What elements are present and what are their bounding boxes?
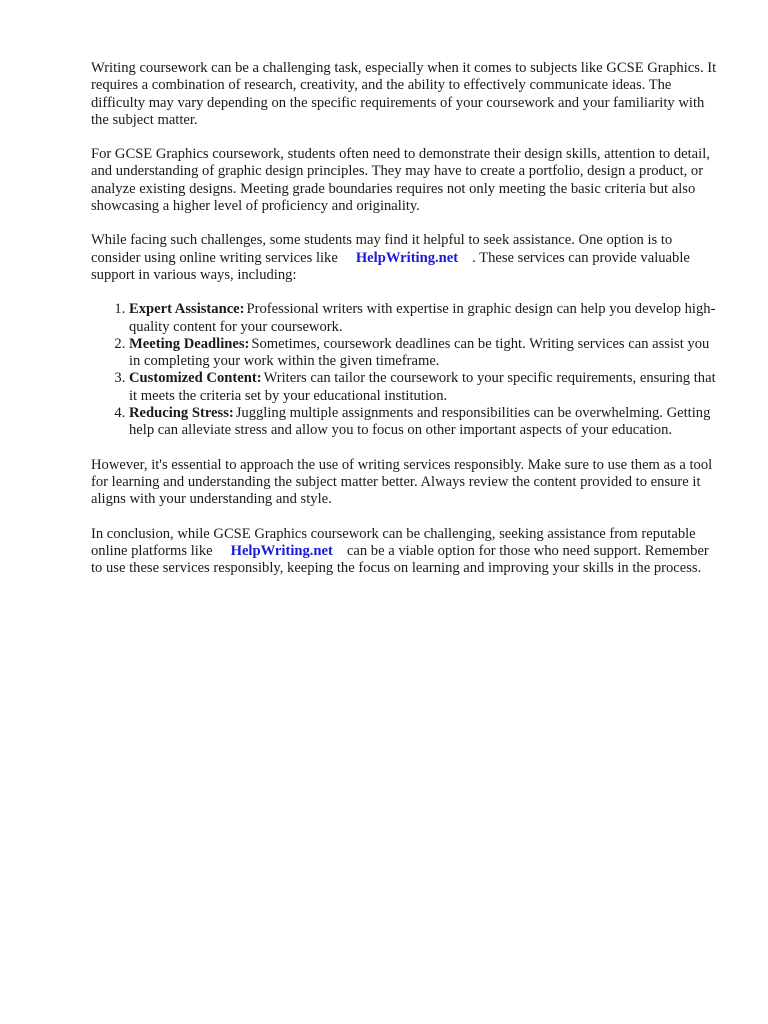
helpwriting-link-1[interactable]: HelpWriting.net — [355, 249, 459, 266]
paragraph-conclusion-text-before: In conclusion, while GCSE Graphics coursework can be challenging, seeking assistance from reputable online platforms like — [91, 525, 696, 559]
list-item-term: Customized Content: — [129, 370, 262, 387]
list-item — [129, 370, 723, 405]
paragraph-conclusion-text-after: can be a viable option for those who need support. Remember to use these services responsibly, keeping the focus on learning and improving your skills in the process. — [91, 542, 709, 577]
list-item — [129, 301, 723, 336]
paragraph-assistance-text-before: While facing such challenges, some students may find it helpful to seek assistance. One option is to consider using online writing services like — [91, 232, 673, 266]
paragraph-responsibility: However, it's essential to approach the use of writing services responsibly. Make sure to use them as a tool for learning and understanding the subject matter better. Always review the content provided to ensure it aligns with your understanding and style. — [91, 456, 713, 508]
paragraph-requirements: For GCSE Graphics coursework, students often need to demonstrate their design skills, attention to detail, and understanding of graphic design principles. They may have to create a portfolio, design a product, or analyze existing designs. Meeting grade boundaries requires not only meeting the basic criteria but also showcasing a higher level of proficiency and originality. — [91, 146, 710, 215]
list-item-term: Expert Assistance: — [129, 301, 245, 318]
list-item-text: Professional writers with expertise in graphic design can help you develop high-quality content for your coursework. — [129, 301, 716, 335]
helpwriting-link-2[interactable]: HelpWriting.net — [230, 542, 333, 559]
paragraph-intro: Writing coursework can be a challenging task, especially when it comes to subjects like GCSE Graphics. It requires a combination of research, creativity, and the ability to effectively communicate ideas. The difficulty may vary depending on the specific requirements of your coursework and your familiarity with the subject matter. — [91, 60, 717, 128]
list-item-term: Meeting Deadlines: — [129, 335, 250, 352]
list-item-text: Juggling multiple assignments and responsibilities can be overwhelming. Getting help can alleviate stress and allow you to focus on other important aspects of your education. — [129, 405, 711, 439]
list-item-term: Reducing Stress: — [129, 405, 234, 422]
list-item — [129, 405, 723, 440]
list-item — [129, 336, 723, 371]
document-page — [91, 60, 723, 594]
paragraph-assistance — [91, 232, 723, 284]
benefits-list — [91, 301, 723, 439]
paragraph-assistance-text-after: . These services can provide valuable support in various ways, including: — [91, 249, 690, 283]
list-item-text: Sometimes, coursework deadlines can be tight. Writing services can assist you in completing your work within the given timeframe. — [129, 335, 710, 370]
list-item-text: Writers can tailor the coursework to your specific requirements, ensuring that it meets the criteria set by your educational institution. — [129, 370, 716, 404]
paragraph-conclusion — [91, 526, 723, 578]
